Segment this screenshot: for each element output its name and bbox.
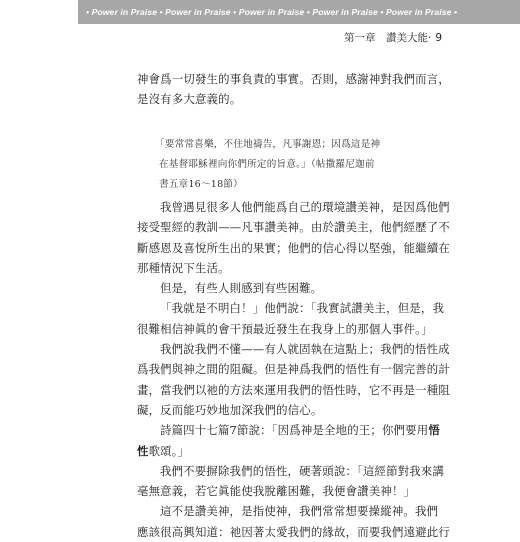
- text-line: 「我就是不明白！」他們說：「我實試讚美主，但是，我: [160, 301, 445, 316]
- text-line: [137, 441, 397, 461]
- text-line: 斷感恩及喜悅所生出的果實；他們的信心得以堅強，能繼續在: [137, 240, 450, 255]
- text-line: 我曾遇見很多人他們能爲自己的環境讚美神，是因爲他們: [160, 200, 450, 214]
- text-line: 是沒有多大意義的。: [137, 92, 242, 107]
- body-text: [137, 197, 450, 542]
- text-run: 歌頌。」: [148, 443, 190, 458]
- chapter-title: 第一章 讚美大能·: [343, 32, 432, 44]
- paragraph-continuation: [137, 69, 450, 110]
- quote-line: 「要常常喜樂，不住地禱告，凡事謝恩；因爲這是神: [155, 139, 381, 150]
- text-line: 毫無意義，若它眞能使我脫離困難，我便會讚美神！」: [137, 484, 416, 499]
- emphasized-word: 性: [137, 443, 149, 458]
- text-line: 礙，反而能巧妙地加深我們的信心。: [137, 402, 323, 417]
- running-banner: • Power in Praise • Power in Praise • Power in Praise • Power in Praise • Power in Praise •: [78, 0, 520, 24]
- text-line: 那種情況下生活。: [137, 260, 230, 275]
- text-line: [137, 420, 440, 440]
- text-line: 應該很高興知道：祂因著太愛我們的緣故，而要我們遠避此行: [137, 524, 450, 539]
- text-line: 這不是讚美神，是指使神，我們常常想要操縱神。我們: [160, 504, 439, 519]
- quote-line: 在基督耶穌裡向你們所定的旨意。」（帖撒羅尼迦前: [159, 159, 375, 170]
- text-line: 我們說我們不懂——有人就固執在這點上；我們的悟性成: [160, 342, 450, 357]
- text-run: 詩篇四十七篇7節說：「因爲神是全地的王；你們要用: [160, 423, 429, 438]
- text-line: 神會爲一切發生的事負責的事實。否則，感謝神對我們而言，: [137, 72, 450, 86]
- text-line: 很難相信神眞的會干預最近發生在我身上的那個人事件。」: [137, 321, 433, 336]
- text-line: 但是，有些人則感到有些困難。: [160, 281, 323, 296]
- text-line: 接受聖經的教訓——凡事讚美神。由於讚美主，他們經歷了不: [137, 220, 450, 235]
- emphasized-word: 悟: [428, 423, 440, 438]
- text-line: 爲我們與神之間的阻礙。但是神爲我們的悟性有一個完善的計: [137, 362, 450, 377]
- scripture-quote: [137, 135, 397, 195]
- running-head: [344, 30, 442, 45]
- quote-line: 書五章16～18節）: [159, 179, 243, 190]
- page-number: 9: [435, 32, 442, 44]
- text-line: 畫，當我們以祂的方法來運用我們的悟性時，它不再是一種阻: [137, 382, 450, 397]
- text-line: 我們不要摒除我們的悟性，硬著頭說：「這經節對我來講: [160, 463, 445, 478]
